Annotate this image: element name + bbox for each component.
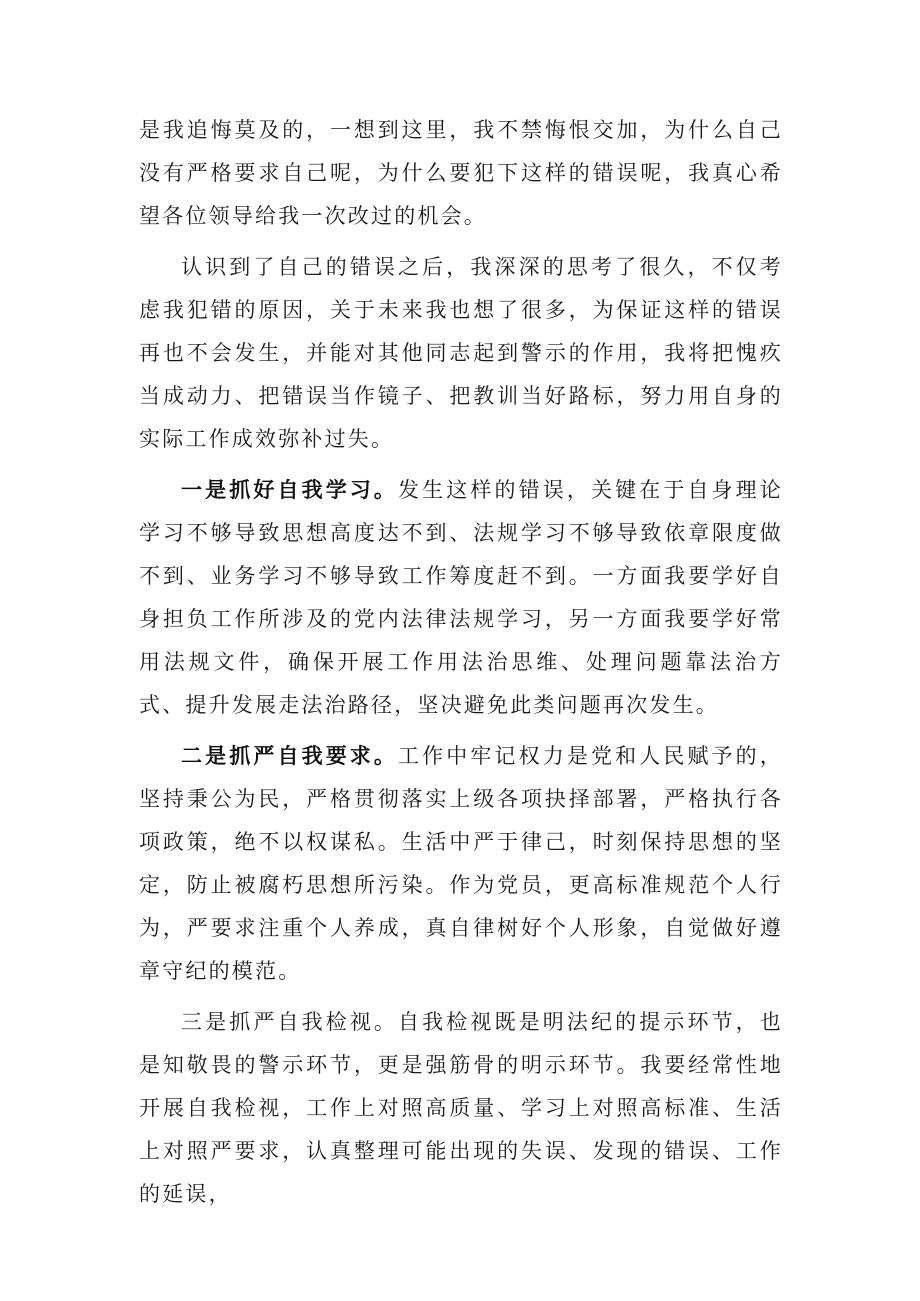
- paragraph-heading: 一是抓好自我学习。: [181, 478, 399, 502]
- paragraph-requirements: [139, 735, 783, 993]
- paragraph-study: [139, 469, 783, 727]
- paragraph-text: 三是抓严自我检视。自我检视既是明法纪的提示环节，也是知敬畏的警示环节，更是强筋骨的明示环节。我要经常性地开展自我检视，工作上对照高质量、学习上对照高标准、生活上对照严要求，认真整理可能出现的失误、发现的错误、工作的延误，: [139, 1010, 783, 1206]
- document-body: [139, 109, 783, 1224]
- paragraph-text: 发生这样的错误，关键在于自身理论学习不够导致思想高度达不到、法规学习不够导致依章限度做不到、业务学习不够导致工作筹度赶不到。一方面我要学好自身担负工作所涉及的党内法律法规学习，另一方面我要学好常用法规文件，确保开展工作用法治思维、处理问题靠法治方式、提升发展走法治路径，坚决避免此类问题再次发生。: [139, 478, 783, 717]
- paragraph-text: 工作中牢记权力是党和人民赋予的，坚持秉公为民，严格贯彻落实上级各项抉择部署，严格执行各项政策，绝不以权谋私。生活中严于律己，时刻保持思想的坚定，防止被腐朽思想所污染。作为党员，更高标准规范个人行为，严要求注重个人养成，真自律树好个人形象，自觉做好遵章守纪的模范。: [139, 744, 783, 983]
- paragraph-text: 认识到了自己的错误之后，我深深的思考了很久，不仅考虑我犯错的原因，关于未来我也想了很多，为保证这样的错误再也不会发生，并能对其他同志起到警示的作用，我将把愧疚当成动力、把错误当作镜子、把教训当好路标，努力用自身的实际工作成效弥补过失。: [139, 255, 783, 451]
- paragraph-continuation: [139, 109, 783, 238]
- paragraph-heading: 二是抓严自我要求。: [181, 744, 399, 768]
- paragraph-self-review: [139, 1001, 783, 1216]
- paragraph-reflection: [139, 246, 783, 461]
- paragraph-text: 是我追悔莫及的，一想到这里，我不禁悔恨交加，为什么自己没有严格要求自己呢，为什么要犯下这样的错误呢，我真心希望各位领导给我一次改过的机会。: [139, 118, 783, 228]
